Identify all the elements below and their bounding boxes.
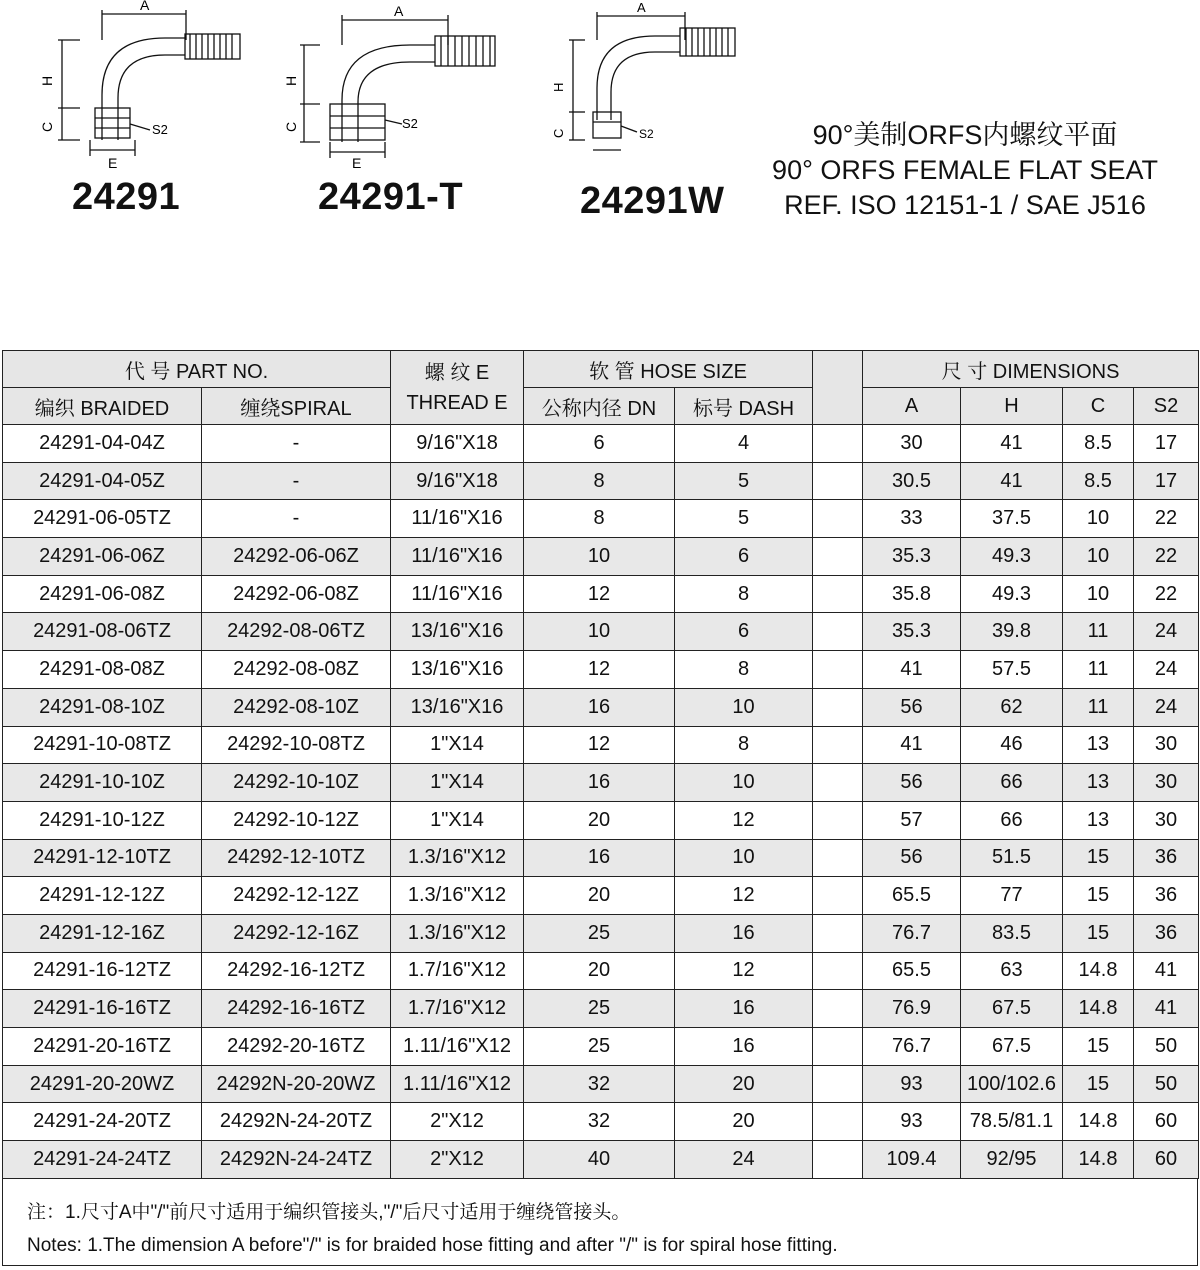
dim-a-cell: 35.3 <box>863 613 961 651</box>
figure-label-24291-t: 24291-T <box>318 176 464 218</box>
spiral-part-cell: 24292-16-16TZ <box>202 990 391 1028</box>
gap-cell <box>813 726 863 764</box>
dim-a-cell: 109.4 <box>863 1141 961 1179</box>
gap-cell <box>813 1065 863 1103</box>
braided-part-cell: 24291-24-24TZ <box>3 1141 202 1179</box>
dim-c-cell: 11 <box>1063 651 1134 689</box>
thread-cell: 1.7/16"X12 <box>391 952 524 990</box>
dim-h-cell: 51.5 <box>961 839 1063 877</box>
table-row <box>3 914 1199 952</box>
table-row <box>3 1103 1199 1141</box>
header-s2: S2 <box>1134 388 1199 425</box>
header-dimensions: 尺 寸 DIMENSIONS <box>863 351 1199 388</box>
dim-c-cell: 13 <box>1063 801 1134 839</box>
dn-cell: 12 <box>524 575 675 613</box>
fitting-drawing-24291-t <box>283 0 520 171</box>
dim-h-cell: 41 <box>961 462 1063 500</box>
dn-cell: 10 <box>524 613 675 651</box>
thread-cell: 13/16"X16 <box>391 651 524 689</box>
dash-cell: 4 <box>675 425 813 463</box>
dim-s2-cell: 22 <box>1134 575 1199 613</box>
dim-a-cell: 41 <box>863 651 961 689</box>
thread-cell: 1.3/16"X12 <box>391 914 524 952</box>
fitting-drawing-24291w <box>551 0 765 175</box>
table-row <box>3 1028 1199 1066</box>
gap-cell <box>813 575 863 613</box>
thread-cell: 2"X12 <box>391 1141 524 1179</box>
dim-c-label: C <box>551 128 566 138</box>
dim-c-cell: 8.5 <box>1063 425 1134 463</box>
dim-a-cell: 76.7 <box>863 1028 961 1066</box>
dim-h-cell: 63 <box>961 952 1063 990</box>
spiral-part-cell: - <box>202 500 391 538</box>
dim-c-label: C <box>283 121 299 132</box>
thread-cell: 1.11/16"X12 <box>391 1065 524 1103</box>
header-dash: 标号 DASH <box>675 388 813 425</box>
dim-a-cell: 76.9 <box>863 990 961 1028</box>
thread-cell: 1"X14 <box>391 726 524 764</box>
dim-a-label: A <box>394 3 404 19</box>
dim-h-cell: 66 <box>961 764 1063 802</box>
fitting-drawing-24291 <box>40 0 270 170</box>
dim-h-cell: 49.3 <box>961 575 1063 613</box>
spiral-part-cell: 24292-12-16Z <box>202 914 391 952</box>
dim-c-cell: 11 <box>1063 688 1134 726</box>
thread-cell: 2"X12 <box>391 1103 524 1141</box>
spiral-part-cell: 24292-08-08Z <box>202 651 391 689</box>
dn-cell: 16 <box>524 764 675 802</box>
dim-s2-cell: 24 <box>1134 613 1199 651</box>
spiral-part-cell: 24292-08-10Z <box>202 688 391 726</box>
dim-a-cell: 65.5 <box>863 952 961 990</box>
dim-h-cell: 67.5 <box>961 1028 1063 1066</box>
dim-h-cell: 49.3 <box>961 538 1063 576</box>
braided-part-cell: 24291-20-16TZ <box>3 1028 202 1066</box>
dn-cell: 10 <box>524 538 675 576</box>
spiral-part-cell: - <box>202 462 391 500</box>
braided-part-cell: 24291-04-04Z <box>3 425 202 463</box>
dim-c-cell: 8.5 <box>1063 462 1134 500</box>
header-braided: 编织 BRAIDED <box>3 388 202 425</box>
header-h: H <box>961 388 1063 425</box>
dim-h-label: H <box>283 75 299 86</box>
dash-cell: 10 <box>675 688 813 726</box>
table-row <box>3 1141 1199 1179</box>
dim-a-cell: 33 <box>863 500 961 538</box>
dim-h-cell: 100/102.6 <box>961 1065 1063 1103</box>
dim-s2-cell: 24 <box>1134 651 1199 689</box>
dim-h-cell: 92/95 <box>961 1141 1063 1179</box>
braided-part-cell: 24291-06-08Z <box>3 575 202 613</box>
dim-a-cell: 56 <box>863 839 961 877</box>
dim-c-cell: 15 <box>1063 1028 1134 1066</box>
table-row <box>3 726 1199 764</box>
dn-cell: 40 <box>524 1141 675 1179</box>
gap-cell <box>813 651 863 689</box>
dim-h-cell: 57.5 <box>961 651 1063 689</box>
thread-cell: 11/16"X16 <box>391 538 524 576</box>
dim-h-cell: 46 <box>961 726 1063 764</box>
dim-s2-cell: 22 <box>1134 538 1199 576</box>
dim-c-cell: 14.8 <box>1063 952 1134 990</box>
dim-s2-cell: 17 <box>1134 425 1199 463</box>
spiral-part-cell: 24292N-24-24TZ <box>202 1141 391 1179</box>
dim-a-cell: 56 <box>863 688 961 726</box>
header-spacer <box>813 351 863 425</box>
dim-a-cell: 93 <box>863 1103 961 1141</box>
dim-c-cell: 15 <box>1063 914 1134 952</box>
title-standard-ref: REF. ISO 12151-1 / SAE J516 <box>784 190 1146 220</box>
table-row <box>3 1065 1199 1103</box>
dim-a-cell: 93 <box>863 1065 961 1103</box>
spiral-part-cell: 24292-10-08TZ <box>202 726 391 764</box>
gap-cell <box>813 801 863 839</box>
notes-box <box>2 1178 1198 1266</box>
header-a: A <box>863 388 961 425</box>
dim-s2-cell: 41 <box>1134 990 1199 1028</box>
braided-part-cell: 24291-16-12TZ <box>3 952 202 990</box>
dim-a-cell: 35.3 <box>863 538 961 576</box>
dn-cell: 20 <box>524 952 675 990</box>
dash-cell: 6 <box>675 538 813 576</box>
braided-part-cell: 24291-20-20WZ <box>3 1065 202 1103</box>
dim-c-cell: 15 <box>1063 877 1134 915</box>
gap-cell <box>813 500 863 538</box>
dim-a-cell: 65.5 <box>863 877 961 915</box>
dash-cell: 20 <box>675 1103 813 1141</box>
table-row <box>3 952 1199 990</box>
thread-cell: 1.3/16"X12 <box>391 839 524 877</box>
figure-label-24291w: 24291W <box>580 180 725 222</box>
dim-s2-cell: 30 <box>1134 726 1199 764</box>
gap-cell <box>813 1141 863 1179</box>
dim-h-cell: 77 <box>961 877 1063 915</box>
dim-c-cell: 14.8 <box>1063 1103 1134 1141</box>
dim-c-cell: 14.8 <box>1063 990 1134 1028</box>
spiral-part-cell: 24292-10-10Z <box>202 764 391 802</box>
dim-h-cell: 83.5 <box>961 914 1063 952</box>
dim-s2-cell: 30 <box>1134 764 1199 802</box>
dim-a-cell: 56 <box>863 764 961 802</box>
header-thread <box>391 351 524 425</box>
dn-cell: 16 <box>524 839 675 877</box>
dash-cell: 5 <box>675 500 813 538</box>
spiral-part-cell: 24292-08-06TZ <box>202 613 391 651</box>
gap-cell <box>813 462 863 500</box>
gap-cell <box>813 839 863 877</box>
dim-c-cell: 13 <box>1063 764 1134 802</box>
note-english: Notes: 1.The dimension A before"/" is for braided hose fitting and after "/" is for spiral hose fitting. <box>27 1235 838 1256</box>
table-row <box>3 801 1199 839</box>
dim-c-label: C <box>39 121 55 132</box>
dim-h-cell: 67.5 <box>961 990 1063 1028</box>
dash-cell: 8 <box>675 575 813 613</box>
table-body <box>3 425 1199 1179</box>
thread-cell: 13/16"X16 <box>391 688 524 726</box>
braided-part-cell: 24291-10-08TZ <box>3 726 202 764</box>
spiral-part-cell: 24292-16-12TZ <box>202 952 391 990</box>
spiral-part-cell: 24292-12-10TZ <box>202 839 391 877</box>
dn-cell: 16 <box>524 688 675 726</box>
dim-h-label: H <box>39 75 55 86</box>
dim-s2-cell: 50 <box>1134 1065 1199 1103</box>
braided-part-cell: 24291-16-16TZ <box>3 990 202 1028</box>
thread-cell: 1.7/16"X12 <box>391 990 524 1028</box>
dim-s2-label: S2 <box>402 116 418 131</box>
dash-cell: 12 <box>675 952 813 990</box>
dim-h-cell: 39.8 <box>961 613 1063 651</box>
table-row <box>3 538 1199 576</box>
dn-cell: 25 <box>524 914 675 952</box>
gap-cell <box>813 613 863 651</box>
dim-a-cell: 35.8 <box>863 575 961 613</box>
gap-cell <box>813 952 863 990</box>
dn-cell: 20 <box>524 877 675 915</box>
title-english: 90° ORFS FEMALE FLAT SEAT <box>772 155 1158 185</box>
spiral-part-cell: 24292-10-12Z <box>202 801 391 839</box>
dim-s2-cell: 41 <box>1134 952 1199 990</box>
spiral-part-cell: - <box>202 425 391 463</box>
dim-h-cell: 66 <box>961 801 1063 839</box>
braided-part-cell: 24291-08-08Z <box>3 651 202 689</box>
dim-a-cell: 57 <box>863 801 961 839</box>
table-row <box>3 500 1199 538</box>
dim-c-cell: 11 <box>1063 613 1134 651</box>
dim-s2-cell: 60 <box>1134 1141 1199 1179</box>
dn-cell: 8 <box>524 462 675 500</box>
dim-s2-cell: 30 <box>1134 801 1199 839</box>
dim-a-label: A <box>140 0 150 13</box>
braided-part-cell: 24291-12-16Z <box>3 914 202 952</box>
elbow-fitting-diagram <box>551 0 765 175</box>
elbow-fitting-diagram <box>283 0 520 171</box>
dim-c-cell: 10 <box>1063 500 1134 538</box>
dash-cell: 12 <box>675 801 813 839</box>
dash-cell: 8 <box>675 726 813 764</box>
header-dn: 公称内径 DN <box>524 388 675 425</box>
dim-h-cell: 37.5 <box>961 500 1063 538</box>
dn-cell: 25 <box>524 1028 675 1066</box>
table-row <box>3 839 1199 877</box>
gap-cell <box>813 877 863 915</box>
table-row <box>3 688 1199 726</box>
thread-cell: 11/16"X16 <box>391 575 524 613</box>
title-chinese: 90°美制ORFS内螺纹平面 <box>812 120 1118 150</box>
dn-cell: 20 <box>524 801 675 839</box>
elbow-fitting-diagram <box>40 0 270 170</box>
dim-c-cell: 10 <box>1063 575 1134 613</box>
dim-s2-cell: 36 <box>1134 914 1199 952</box>
dim-e-label: E <box>352 155 362 171</box>
table-row <box>3 877 1199 915</box>
thread-cell: 11/16"X16 <box>391 500 524 538</box>
table-row <box>3 613 1199 651</box>
header-thread-en: THREAD E <box>406 391 508 414</box>
header-part-no: 代 号 PART NO. <box>3 351 391 388</box>
braided-part-cell: 24291-08-10Z <box>3 688 202 726</box>
dn-cell: 6 <box>524 425 675 463</box>
header-hose-size: 软 管 HOSE SIZE <box>524 351 813 388</box>
dn-cell: 8 <box>524 500 675 538</box>
spiral-part-cell: 24292-06-08Z <box>202 575 391 613</box>
spiral-part-cell: 24292-12-12Z <box>202 877 391 915</box>
note-chinese: 注：1.尺寸A中"/"前尺寸适用于编织管接头,"/"后尺寸适用于缠绕管接头。 <box>27 1202 631 1223</box>
dash-cell: 8 <box>675 651 813 689</box>
dim-s2-cell: 24 <box>1134 688 1199 726</box>
header-c: C <box>1063 388 1134 425</box>
figure-label-24291: 24291 <box>72 176 181 218</box>
dim-s2-label: S2 <box>639 127 654 141</box>
gap-cell <box>813 538 863 576</box>
gap-cell <box>813 914 863 952</box>
table-row <box>3 575 1199 613</box>
dn-cell: 32 <box>524 1065 675 1103</box>
thread-cell: 1.3/16"X12 <box>391 877 524 915</box>
braided-part-cell: 24291-04-05Z <box>3 462 202 500</box>
dash-cell: 24 <box>675 1141 813 1179</box>
dim-s2-cell: 60 <box>1134 1103 1199 1141</box>
header-thread-cn: 螺 纹 E <box>424 361 490 384</box>
thread-cell: 1.11/16"X12 <box>391 1028 524 1066</box>
dim-h-cell: 78.5/81.1 <box>961 1103 1063 1141</box>
dim-a-cell: 30 <box>863 425 961 463</box>
braided-part-cell: 24291-06-06Z <box>3 538 202 576</box>
dim-s2-cell: 50 <box>1134 1028 1199 1066</box>
dash-cell: 10 <box>675 764 813 802</box>
gap-cell <box>813 1103 863 1141</box>
dim-s2-cell: 17 <box>1134 462 1199 500</box>
gap-cell <box>813 688 863 726</box>
dash-cell: 20 <box>675 1065 813 1103</box>
dim-s2-cell: 36 <box>1134 877 1199 915</box>
dim-s2-cell: 22 <box>1134 500 1199 538</box>
dim-c-cell: 13 <box>1063 726 1134 764</box>
dash-cell: 16 <box>675 1028 813 1066</box>
thread-cell: 1"X14 <box>391 764 524 802</box>
dim-h-label: H <box>551 82 566 92</box>
dim-c-cell: 10 <box>1063 538 1134 576</box>
thread-cell: 1"X14 <box>391 801 524 839</box>
braided-part-cell: 24291-24-20TZ <box>3 1103 202 1141</box>
dn-cell: 12 <box>524 726 675 764</box>
gap-cell <box>813 764 863 802</box>
braided-part-cell: 24291-10-10Z <box>3 764 202 802</box>
dim-c-cell: 15 <box>1063 1065 1134 1103</box>
braided-part-cell: 24291-10-12Z <box>3 801 202 839</box>
dash-cell: 10 <box>675 839 813 877</box>
dim-c-cell: 15 <box>1063 839 1134 877</box>
braided-part-cell: 24291-06-05TZ <box>3 500 202 538</box>
dash-cell: 16 <box>675 914 813 952</box>
table-row <box>3 462 1199 500</box>
dim-a-cell: 76.7 <box>863 914 961 952</box>
dim-s2-label: S2 <box>152 122 168 137</box>
dim-e-label: E <box>108 155 118 171</box>
braided-part-cell: 24291-12-12Z <box>3 877 202 915</box>
dim-s2-cell: 36 <box>1134 839 1199 877</box>
dim-a-cell: 41 <box>863 726 961 764</box>
gap-cell <box>813 990 863 1028</box>
dim-a-cell: 30.5 <box>863 462 961 500</box>
dim-c-cell: 14.8 <box>1063 1141 1134 1179</box>
thread-cell: 13/16"X16 <box>391 613 524 651</box>
table-row <box>3 651 1199 689</box>
dim-h-cell: 41 <box>961 425 1063 463</box>
product-title <box>745 118 1185 223</box>
dn-cell: 32 <box>524 1103 675 1141</box>
dash-cell: 6 <box>675 613 813 651</box>
gap-cell <box>813 425 863 463</box>
thread-cell: 9/16"X18 <box>391 462 524 500</box>
dim-a-label: A <box>637 0 646 15</box>
dn-cell: 25 <box>524 990 675 1028</box>
table-row <box>3 425 1199 463</box>
dimensions-table <box>2 350 1199 1179</box>
table-row <box>3 990 1199 1028</box>
spiral-part-cell: 24292-06-06Z <box>202 538 391 576</box>
gap-cell <box>813 1028 863 1066</box>
dn-cell: 12 <box>524 651 675 689</box>
braided-part-cell: 24291-12-10TZ <box>3 839 202 877</box>
spiral-part-cell: 24292-20-16TZ <box>202 1028 391 1066</box>
spiral-part-cell: 24292N-20-20WZ <box>202 1065 391 1103</box>
dash-cell: 16 <box>675 990 813 1028</box>
dash-cell: 12 <box>675 877 813 915</box>
spiral-part-cell: 24292N-24-20TZ <box>202 1103 391 1141</box>
header-spiral: 缠绕SPIRAL <box>202 388 391 425</box>
table-row <box>3 764 1199 802</box>
dash-cell: 5 <box>675 462 813 500</box>
thread-cell: 9/16"X18 <box>391 425 524 463</box>
dim-h-cell: 62 <box>961 688 1063 726</box>
braided-part-cell: 24291-08-06TZ <box>3 613 202 651</box>
